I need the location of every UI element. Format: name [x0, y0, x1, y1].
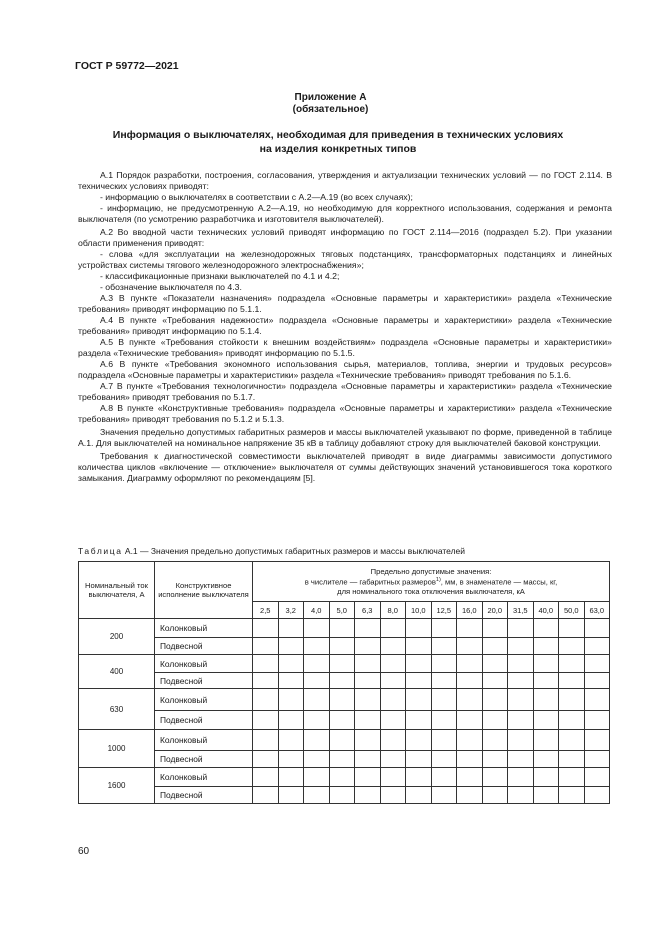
- table-caption-text: А.1 — Значения предельно допустимых габаритных размеров и массы выключателей: [124, 546, 466, 556]
- value-cell: [533, 730, 559, 751]
- value-cell: [355, 655, 381, 673]
- value-cell: [304, 619, 330, 638]
- value-cell: [431, 689, 457, 711]
- value-cell: [355, 730, 381, 751]
- table-row: [79, 751, 610, 768]
- value-cell: [380, 655, 406, 673]
- value-cell: [329, 638, 355, 655]
- value-cell: [278, 673, 304, 689]
- value-cell: [406, 711, 432, 730]
- value-cell: [431, 619, 457, 638]
- value-cell: [380, 711, 406, 730]
- value-cell: [278, 787, 304, 804]
- value-cell: [278, 711, 304, 730]
- value-cell: [380, 751, 406, 768]
- breaking-current-header: 10,0: [406, 602, 432, 619]
- rated-current-cell: 200: [79, 619, 155, 655]
- design-type-cell: Колонковый: [155, 655, 253, 673]
- header-limit-line-2b: , мм, в знаменателе — массы, кг,: [440, 577, 558, 587]
- value-cell: [431, 638, 457, 655]
- value-cell: [304, 689, 330, 711]
- value-cell: [559, 655, 585, 673]
- value-cell: [355, 673, 381, 689]
- value-cell: [253, 638, 279, 655]
- paragraph-a7: А.7 В пункте «Требования технологичности» подраздела «Основные параметры и характеристики» раздела «Технические требования» приводят требования по 5.1.7.: [78, 381, 612, 402]
- value-cell: [253, 730, 279, 751]
- value-cell: [304, 787, 330, 804]
- breaking-current-header: 40,0: [533, 602, 559, 619]
- breaking-current-header: 6,3: [355, 602, 381, 619]
- value-cell: [329, 655, 355, 673]
- table-row: [79, 711, 610, 730]
- value-cell: [533, 751, 559, 768]
- paragraph-dimensions: Значения предельно допустимых габаритных размеров и массы выключателей указывают по форме, приведенной в таблице А.1. Для выключателей на номинальное напряжение 35 кВ в таблицу добавляют строку для выключателей баковой конструкции.: [78, 427, 612, 448]
- value-cell: [278, 751, 304, 768]
- rated-current-cell: 630: [79, 689, 155, 730]
- header-design: Конструктивное исполнение выключателя: [155, 562, 253, 619]
- value-cell: [355, 768, 381, 787]
- rated-current-cell: 400: [79, 655, 155, 689]
- breaking-current-header: 3,2: [278, 602, 304, 619]
- value-cell: [253, 787, 279, 804]
- paragraph-a8: А.8 В пункте «Конструктивные требования» подраздела «Основные параметры и характеристики» раздела «Технические требования» приводят требования по 5.1.2 и 5.1.3.: [78, 403, 612, 424]
- value-cell: [253, 673, 279, 689]
- value-cell: [355, 787, 381, 804]
- value-cell: [304, 751, 330, 768]
- design-type-cell: Подвесной: [155, 638, 253, 655]
- value-cell: [304, 768, 330, 787]
- header-limit-line-1: Предельно допустимые значения:: [370, 567, 492, 577]
- value-cell: [559, 638, 585, 655]
- value-cell: [508, 673, 534, 689]
- table-row: [79, 730, 610, 751]
- value-cell: [533, 673, 559, 689]
- breaking-current-header: 5,0: [329, 602, 355, 619]
- value-cell: [329, 689, 355, 711]
- value-cell: [355, 638, 381, 655]
- value-cell: [431, 655, 457, 673]
- value-cell: [584, 711, 610, 730]
- table-row: [79, 673, 610, 689]
- paragraph-diagnostics: Требования к диагностической совместимости выключателей приводят в виде диаграммы зависимости допустимого количества циклов «включение — отключение» выключателя от суммы действующих значений установившегося тока короткого замыкания. Диаграмму оформляют по рекомендациям [5].: [78, 451, 612, 483]
- value-cell: [329, 619, 355, 638]
- value-cell: [559, 689, 585, 711]
- value-cell: [380, 689, 406, 711]
- table-row: [79, 689, 610, 711]
- paragraph-a3: А.3 В пункте «Показатели назначения» подраздела «Основные параметры и характеристики» раздела «Технические требования» приводят информацию по 5.1.1.: [78, 293, 612, 314]
- design-type-cell: Колонковый: [155, 689, 253, 711]
- value-cell: [482, 689, 508, 711]
- design-type-cell: Подвесной: [155, 673, 253, 689]
- value-cell: [482, 619, 508, 638]
- value-cell: [278, 689, 304, 711]
- value-cell: [431, 711, 457, 730]
- header-rated-current: Номинальный ток выключателя, А: [79, 562, 155, 619]
- value-cell: [406, 730, 432, 751]
- paragraph-a4: А.4 В пункте «Требования надежности» подраздела «Основные параметры и характеристики» раздела «Технические требования» приводят информацию по 5.1.4.: [78, 315, 612, 336]
- header-limit-values: [253, 562, 610, 602]
- value-cell: [380, 787, 406, 804]
- value-cell: [329, 751, 355, 768]
- value-cell: [355, 711, 381, 730]
- design-type-cell: Подвесной: [155, 787, 253, 804]
- value-cell: [457, 655, 483, 673]
- value-cell: [457, 787, 483, 804]
- value-cell: [457, 711, 483, 730]
- list-item: - информацию, не предусмотренную А.2—А.19, но необходимую для корректного использования, содержания и ремонта выключателя (по усмотрению разработчика и изготовителя выключателей).: [78, 203, 612, 224]
- header-limit-line-2a: в числителе — габаритных размеров: [304, 577, 436, 587]
- breaking-current-header: 16,0: [457, 602, 483, 619]
- value-cell: [406, 751, 432, 768]
- section-title: [95, 128, 581, 156]
- list-item: - информацию о выключателях в соответствии с А.2—А.19 (во всех случаях);: [100, 192, 413, 202]
- table-row: [79, 787, 610, 804]
- value-cell: [559, 787, 585, 804]
- value-cell: [253, 768, 279, 787]
- page-number: 60: [78, 846, 90, 857]
- dimensions-table: [78, 561, 610, 804]
- value-cell: [380, 768, 406, 787]
- value-cell: [559, 751, 585, 768]
- value-cell: [329, 711, 355, 730]
- value-cell: [431, 673, 457, 689]
- value-cell: [380, 619, 406, 638]
- value-cell: [329, 768, 355, 787]
- value-cell: [584, 689, 610, 711]
- value-cell: [533, 655, 559, 673]
- value-cell: [482, 768, 508, 787]
- design-type-cell: Колонковый: [155, 730, 253, 751]
- value-cell: [253, 689, 279, 711]
- value-cell: [482, 673, 508, 689]
- value-cell: [380, 638, 406, 655]
- value-cell: [278, 619, 304, 638]
- value-cell: [253, 619, 279, 638]
- value-cell: [253, 751, 279, 768]
- value-cell: [406, 787, 432, 804]
- list-item: - слова «для эксплуатации на железнодорожных тяговых подстанциях, трансформаторных подстанциях и линейных устройствах системы тягового железнодорожного электроснабжения»;: [78, 249, 612, 270]
- value-cell: [508, 619, 534, 638]
- value-cell: [457, 638, 483, 655]
- value-cell: [406, 768, 432, 787]
- value-cell: [431, 787, 457, 804]
- value-cell: [253, 711, 279, 730]
- table-row: [79, 655, 610, 673]
- breaking-current-header: 20,0: [482, 602, 508, 619]
- header-limit-line-2: [253, 576, 609, 587]
- section-title-line-2: на изделия конкретных типов: [259, 143, 417, 155]
- value-cell: [406, 619, 432, 638]
- value-cell: [508, 638, 534, 655]
- value-cell: [533, 768, 559, 787]
- value-cell: [304, 730, 330, 751]
- value-cell: [508, 787, 534, 804]
- design-type-cell: Колонковый: [155, 619, 253, 638]
- appendix-title: Приложение А: [294, 92, 367, 103]
- document-code: ГОСТ Р 59772—2021: [75, 60, 179, 72]
- value-cell: [457, 768, 483, 787]
- value-cell: [533, 689, 559, 711]
- breaking-current-header: 31,5: [508, 602, 534, 619]
- value-cell: [457, 689, 483, 711]
- value-cell: [584, 787, 610, 804]
- value-cell: [253, 655, 279, 673]
- value-cell: [584, 673, 610, 689]
- table-row: [79, 638, 610, 655]
- value-cell: [508, 689, 534, 711]
- value-cell: [406, 655, 432, 673]
- value-cell: [584, 768, 610, 787]
- value-cell: [508, 730, 534, 751]
- value-cell: [584, 619, 610, 638]
- value-cell: [329, 730, 355, 751]
- header-limit-line-3: для номинального тока отключения выключателя, кА: [337, 586, 525, 596]
- value-cell: [584, 730, 610, 751]
- value-cell: [278, 655, 304, 673]
- value-cell: [355, 619, 381, 638]
- value-cell: [559, 619, 585, 638]
- value-cell: [482, 730, 508, 751]
- value-cell: [533, 638, 559, 655]
- body-text: [78, 170, 612, 484]
- value-cell: [584, 655, 610, 673]
- value-cell: [457, 673, 483, 689]
- value-cell: [406, 689, 432, 711]
- value-cell: [508, 711, 534, 730]
- value-cell: [380, 730, 406, 751]
- value-cell: [508, 655, 534, 673]
- value-cell: [431, 768, 457, 787]
- value-cell: [457, 730, 483, 751]
- breaking-current-header: 4,0: [304, 602, 330, 619]
- paragraph-a2: А.2 Во вводной части технических условий приводят информацию по ГОСТ 2.114—2016 (подраздел 5.2). При указании области применения приводят:: [78, 227, 612, 248]
- value-cell: [380, 673, 406, 689]
- value-cell: [304, 673, 330, 689]
- footnote-marker: 1): [435, 577, 441, 584]
- rated-current-cell: 1000: [79, 730, 155, 768]
- value-cell: [278, 638, 304, 655]
- value-cell: [431, 751, 457, 768]
- value-cell: [482, 711, 508, 730]
- value-cell: [584, 638, 610, 655]
- appendix-subtitle: (обязательное): [292, 104, 369, 115]
- value-cell: [482, 751, 508, 768]
- value-cell: [559, 711, 585, 730]
- breaking-current-header: 12,5: [431, 602, 457, 619]
- breaking-current-header: 2,5: [253, 602, 279, 619]
- section-title-line-1: Информация о выключателях, необходимая для приведения в технических условиях: [112, 129, 564, 141]
- breaking-current-header: 8,0: [380, 602, 406, 619]
- value-cell: [533, 619, 559, 638]
- value-cell: [482, 638, 508, 655]
- rated-current-cell: 1600: [79, 768, 155, 804]
- breaking-current-header: 50,0: [559, 602, 585, 619]
- paragraph-a1: А.1 Порядок разработки, построения, согласования, утверждения и актуализации технических условий — по ГОСТ 2.114. В технических условиях приводят:: [78, 170, 612, 191]
- value-cell: [457, 619, 483, 638]
- value-cell: [278, 768, 304, 787]
- value-cell: [508, 768, 534, 787]
- value-cell: [304, 711, 330, 730]
- value-cell: [304, 638, 330, 655]
- value-cell: [304, 655, 330, 673]
- value-cell: [457, 751, 483, 768]
- design-type-cell: Подвесной: [155, 751, 253, 768]
- table-row: [79, 619, 610, 638]
- table-caption-label: Таблица: [78, 546, 123, 556]
- value-cell: [278, 730, 304, 751]
- value-cell: [559, 730, 585, 751]
- value-cell: [431, 730, 457, 751]
- value-cell: [482, 655, 508, 673]
- paragraph-a6: А.6 В пункте «Требования экономного использования сырья, материалов, топлива, энергии и трудовых ресурсов» подраздела «Основные параметры и характеристики» раздела «Технические требования» приводят требования по 5.1.6.: [78, 359, 612, 380]
- appendix-heading: [0, 92, 661, 116]
- value-cell: [584, 751, 610, 768]
- value-cell: [508, 751, 534, 768]
- list-item: - обозначение выключателя по 4.3.: [100, 282, 242, 292]
- paragraph-a5: А.5 В пункте «Требования стойкости к внешним воздействиям» подраздела «Основные параметры и характеристики» раздела «Технические требования» приводят информацию по 5.1.5.: [78, 337, 612, 358]
- value-cell: [355, 751, 381, 768]
- value-cell: [406, 638, 432, 655]
- value-cell: [559, 673, 585, 689]
- design-type-cell: Подвесной: [155, 711, 253, 730]
- design-type-cell: Колонковый: [155, 768, 253, 787]
- value-cell: [406, 673, 432, 689]
- value-cell: [533, 787, 559, 804]
- value-cell: [329, 787, 355, 804]
- value-cell: [533, 711, 559, 730]
- value-cell: [329, 673, 355, 689]
- breaking-current-header: 63,0: [584, 602, 610, 619]
- value-cell: [355, 689, 381, 711]
- value-cell: [559, 768, 585, 787]
- table-caption: [78, 546, 465, 556]
- value-cell: [482, 787, 508, 804]
- list-item: - классификационные признаки выключателей по 4.1 и 4.2;: [100, 271, 340, 281]
- table-row: [79, 768, 610, 787]
